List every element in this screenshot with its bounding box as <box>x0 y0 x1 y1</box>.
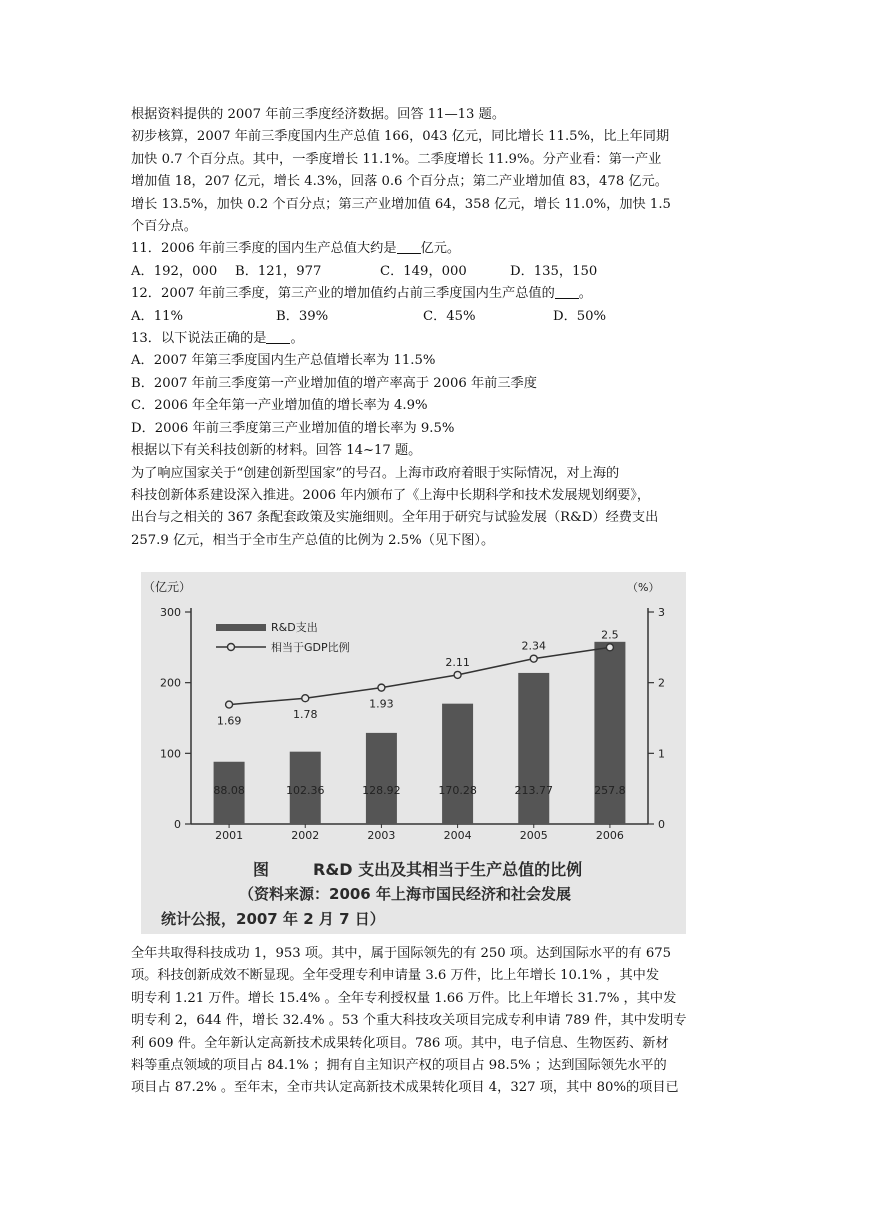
left-tick-label: 300 <box>160 606 181 619</box>
caption-title: R&D 支出及其相当于生产总值的比例 <box>313 860 583 879</box>
rd-chart <box>141 572 686 934</box>
paragraph-line: 加快 0.7 个百分点。其中，一季度增长 11.1%。二季度增长 11.9%。分产业看：第一产业 <box>131 151 662 167</box>
option-a: A．2007 年第三季度国内生产总值增长率为 11.5% <box>131 353 436 369</box>
legend-bar-label: R&D支出 <box>271 621 318 634</box>
legend-bar-swatch <box>216 624 266 631</box>
option-c: C．2006 年全年第一产业增加值的增长率为 4.9% <box>131 398 428 414</box>
left-tick-label: 0 <box>174 818 181 831</box>
paragraph-line: 科技创新体系建设深入推进。2006 年内颁布了《上海中长期科学和技术发展规划纲要》， <box>131 487 651 503</box>
question-13 <box>131 328 741 350</box>
x-tick-label: 2002 <box>291 829 320 842</box>
paragraph-line: 料等重点领域的项目占 84.1% ；拥有自主知识产权的项目占 98.5% ；达到国际领先水平的 <box>131 1058 667 1074</box>
option-d: D．50% <box>553 308 607 324</box>
ratio-value-label: 1.78 <box>293 708 318 722</box>
caption-source-line1: （资料来源：2006 年上海市国民经济和社会发展 <box>239 885 571 903</box>
option-a: A．192，000 <box>131 263 218 279</box>
rd-bar <box>518 673 549 824</box>
bar-series <box>214 639 626 824</box>
option-b: B．121，977 <box>235 263 322 279</box>
paragraph-line: 个百分点。 <box>131 219 197 235</box>
right-tick-label: 1 <box>658 747 665 761</box>
question-stem-end: 。 <box>578 286 592 302</box>
question-11 <box>131 238 741 260</box>
chart-legend <box>216 620 350 654</box>
paragraph-line: 257.9 亿元，相当于全市生产总值的比例为 2.5%（见下图）。 <box>131 532 495 548</box>
paragraph-line: 明专利 1.21 万件。增长 15.4% 。全年专利授权量 1.66 万件。比上年增长 31.7% ，其中发 <box>131 990 677 1006</box>
paragraph-line: 全年共取得科技成功 1，953 项。其中，属于国际领先的有 250 项。达到国际水平的有 675 <box>131 946 672 961</box>
paragraph-line: 明专利 2，644 件，增长 32.4% 。53 个重大科技攻关项目完成专利申请 789 件，其中发明专 <box>131 1013 687 1029</box>
bar-value-label: 170.28 <box>438 784 477 797</box>
x-tick-label: 2006 <box>595 829 624 842</box>
option-b: B．39% <box>276 308 329 324</box>
gdp-ratio-line <box>229 647 610 704</box>
paragraph-line: 为了响应国家关于“创建创新型国家”的号召。上海市政府着眼于实际情况，对上海的 <box>131 465 620 481</box>
gdp-ratio-point <box>530 655 537 662</box>
bar-value-label: 128.92 <box>362 784 401 797</box>
paragraph-line: 出台与之相关的 367 条配套政策及实施细则。全年用于研究与试验发展（R&D）经费支出 <box>131 510 659 526</box>
option-d: D．2006 年前三季度第三产业增加值的增长率为 9.5% <box>131 420 455 436</box>
option-c: C．45% <box>423 308 476 324</box>
bar-value-label: 88.08 <box>213 784 245 797</box>
question-stem: 12．2007 年前三季度，第三产业的增加值约占前三季度国内生产总值的 <box>131 286 555 302</box>
rd-bar <box>366 733 397 824</box>
option-c: C．149，000 <box>380 263 467 279</box>
paragraph-line: 增长 13.5%，加快 0.2 个百分点；第三产业增加值 64，358 亿元，增长 11.0%，加快 1.5 <box>131 196 671 212</box>
ratio-value-label: 1.69 <box>216 714 242 728</box>
section-intro: 根据资料提供的 2007 年前三季度经济数据。回答 11—13 题。 <box>131 107 506 122</box>
x-tick-label: 2003 <box>367 829 396 842</box>
gdp-ratio-point <box>606 644 613 651</box>
answer-blank <box>266 331 290 344</box>
gdp-ratio-point <box>454 671 461 678</box>
paragraph-line: 增加值 18，207 亿元，增长 4.3%，回落 0.6 个百分点；第二产业增加值 83，478 亿元。 <box>131 174 668 190</box>
x-tick-label: 2005 <box>519 829 548 842</box>
caption-label: 图 <box>253 860 270 879</box>
x-tick-label: 2004 <box>443 829 472 842</box>
gdp-ratio-point <box>226 701 233 708</box>
rd-bar <box>442 704 473 824</box>
text-block-questions <box>131 104 741 552</box>
gdp-ratio-point <box>378 684 385 691</box>
right-axis-unit: （%） <box>627 581 660 594</box>
left-tick-label: 200 <box>160 676 181 690</box>
paragraph-line: 初步核算，2007 年前三季度国内生产总值 166，043 亿元，同比增长 11.5%，比上年同期 <box>131 129 670 145</box>
ratio-value-label: 2.34 <box>521 639 546 653</box>
section-intro: 根据以下有关科技创新的材料。回答 14~17 题。 <box>131 443 422 459</box>
text-block-achievements <box>131 943 741 1100</box>
ratio-value-label: 2.11 <box>445 655 470 669</box>
ratio-value-label: 2.5 <box>601 628 619 642</box>
question-stem: 13．以下说法正确的是 <box>131 331 267 347</box>
question-stem-end: 亿元。 <box>420 241 461 257</box>
question-stem: 11．2006 年前三季度的国内生产总值大约是 <box>131 241 397 257</box>
question-stem-end: 。 <box>290 331 304 347</box>
legend-line-marker <box>228 644 235 651</box>
left-tick-label: 100 <box>160 747 181 761</box>
gdp-ratio-point <box>302 695 309 702</box>
left-axis-unit: （亿元） <box>143 580 192 594</box>
paragraph-line: 项。科技创新成效不断显现。全年受理专利申请量 3.6 万件，比上年增长 10.1% ，其中发 <box>131 968 660 984</box>
x-tick-label: 2001 <box>215 829 244 842</box>
rd-chart-figure <box>141 572 686 934</box>
right-tick-label: 2 <box>658 676 665 690</box>
paragraph-line: 项目占 87.2% 。至年末，全市共认定高新技术成果转化项目 4，327 项，其中 80%的项目已 <box>131 1080 679 1096</box>
bar-value-label: 213.77 <box>514 784 553 797</box>
bar-value-label: 257.8 <box>594 784 626 797</box>
option-b: B．2007 年前三季度第一产业增加值的增产率高于 2006 年前三季度 <box>131 375 537 391</box>
paragraph-line: 利 609 件。全年新认定高新技术成果转化项目。786 项。其中，电子信息、生物医药、新材 <box>131 1035 669 1051</box>
answer-blank <box>555 286 579 299</box>
option-d: D．135，150 <box>510 263 598 279</box>
bar-value-label: 102.36 <box>286 784 325 797</box>
right-tick-label: 0 <box>658 818 665 831</box>
option-a: A．11% <box>131 308 184 324</box>
legend-line-label: 相当于GDP比例 <box>271 641 350 654</box>
answer-blank <box>397 241 421 254</box>
chart-axes <box>185 608 654 828</box>
q11-options <box>131 261 741 283</box>
question-12 <box>131 283 741 305</box>
ratio-value-label: 1.93 <box>369 697 394 711</box>
caption-source-line2: 统计公报，2007 年 2 月 7 日） <box>161 910 385 928</box>
right-tick-label: 3 <box>658 606 665 619</box>
q12-options <box>131 306 741 328</box>
